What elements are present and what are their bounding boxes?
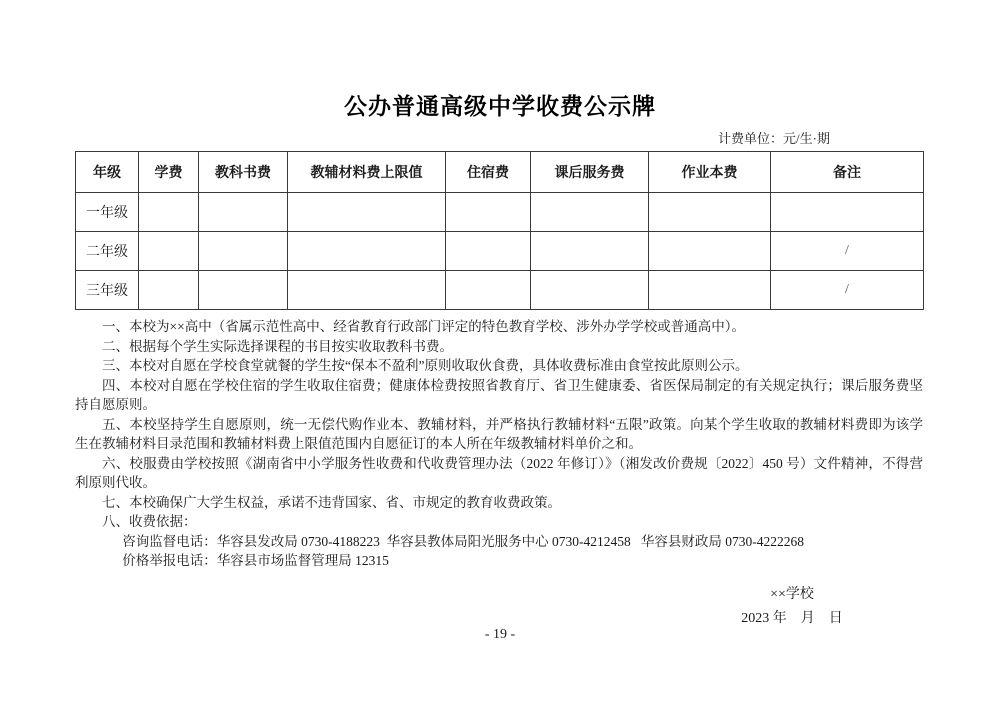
signature-block (702, 583, 882, 631)
signature-date: 2023 年 月 日 (741, 610, 843, 626)
table-row (76, 193, 924, 232)
col-header-accommodation-fee: 住宿费 (446, 152, 531, 193)
notes-section (0, 317, 1000, 571)
remark-cell (771, 193, 924, 232)
table-row (76, 271, 924, 310)
col-header-tuition: 学费 (139, 152, 199, 193)
page-number: - 19 - (484, 627, 516, 642)
grade-cell: 二年级 (76, 232, 139, 271)
after-school-fee-cell (531, 232, 649, 271)
after-school-fee-cell (531, 271, 649, 310)
remark-cell: / (771, 232, 924, 271)
col-header-remarks: 备注 (771, 152, 924, 193)
billing-unit-label: 计费单位：元/生·期 (718, 131, 830, 146)
tuition-cell (139, 271, 199, 310)
textbook-fee-cell (199, 232, 288, 271)
workbook-fee-cell (649, 193, 771, 232)
note-line-3: 三、本校对自愿在学校食堂就餐的学生按“保本不盈利”原则收取伙食费，具体收费标准由食堂按此原则公示。 (102, 358, 749, 373)
note-line-2: 二、根据每个学生实际选择课程的书目按实收取教科书费。 (102, 338, 453, 354)
accommodation-fee-cell (446, 193, 531, 232)
table-header-row (76, 152, 924, 193)
note-line-8: 八、收费依据： (102, 514, 197, 529)
note-line-1: 一、本校为××高中（省属示范性高中、经省教育行政部门评定的特色教育学校、涉外办学学校或普通高中）。 (102, 319, 745, 334)
col-header-after-school-fee: 课后服务费 (531, 152, 649, 193)
school-name: ××学校 (770, 586, 814, 602)
supplementary-limit-cell (288, 193, 446, 232)
note-line-4: 四、本校对自愿在学校住宿的学生收取住宿费；健康体检费按照省教育厅、省卫生健康委、省医保局制定的有关规定执行；课后服务费坚持自愿原则。 (75, 377, 923, 412)
col-header-supplementary-limit: 教辅材料费上限值 (288, 152, 446, 193)
col-header-textbook-fee: 教科书费 (199, 152, 288, 193)
workbook-fee-cell (649, 271, 771, 310)
tuition-cell (139, 232, 199, 271)
textbook-fee-cell (199, 193, 288, 232)
col-header-workbook-fee: 作业本费 (649, 152, 771, 193)
note-line-6: 六、校服费由学校按照《湖南省中小学服务性收费和代收费管理办法（2022 年修订）》（湘发改价费规〔2022〕450 号）文件精神，不得营利原则代收。 (75, 455, 923, 490)
accommodation-fee-cell (446, 271, 531, 310)
supplementary-limit-cell (288, 271, 446, 310)
workbook-fee-cell (649, 232, 771, 271)
consult-phone-line: 咨询监督电话：华容县发改局 0730-4188223 华容县教体局阳光服务中心 0730-4212458 华容县财政局 0730-4222268 (122, 533, 804, 549)
col-header-grade: 年级 (76, 152, 139, 193)
grade-cell: 三年级 (76, 271, 139, 310)
accommodation-fee-cell (446, 232, 531, 271)
remark-cell: / (771, 271, 924, 310)
after-school-fee-cell (531, 193, 649, 232)
table-row (76, 232, 924, 271)
fee-table (75, 151, 924, 310)
supplementary-limit-cell (288, 232, 446, 271)
grade-cell: 一年级 (76, 193, 139, 232)
textbook-fee-cell (199, 271, 288, 310)
tuition-cell (139, 193, 199, 232)
report-phone-line: 价格举报电话：华容县市场监督管理局 12315 (122, 553, 389, 568)
page-title: 公办普通高级中学收费公示牌 (344, 94, 656, 119)
note-line-7: 七、本校确保广大学生权益，承诺不违背国家、省、市规定的教育收费政策。 (102, 494, 561, 510)
note-line-5: 五、本校坚持学生自愿原则，统一无偿代购作业本、教辅材料，并严格执行教辅材料“五限”政策。向某个学生收取的教辅材料费即为该学生在教辅材料目录范围和教辅材料费上限值范围内自愿征订的本人所在年级教辅材料单价之和。 (75, 416, 923, 451)
